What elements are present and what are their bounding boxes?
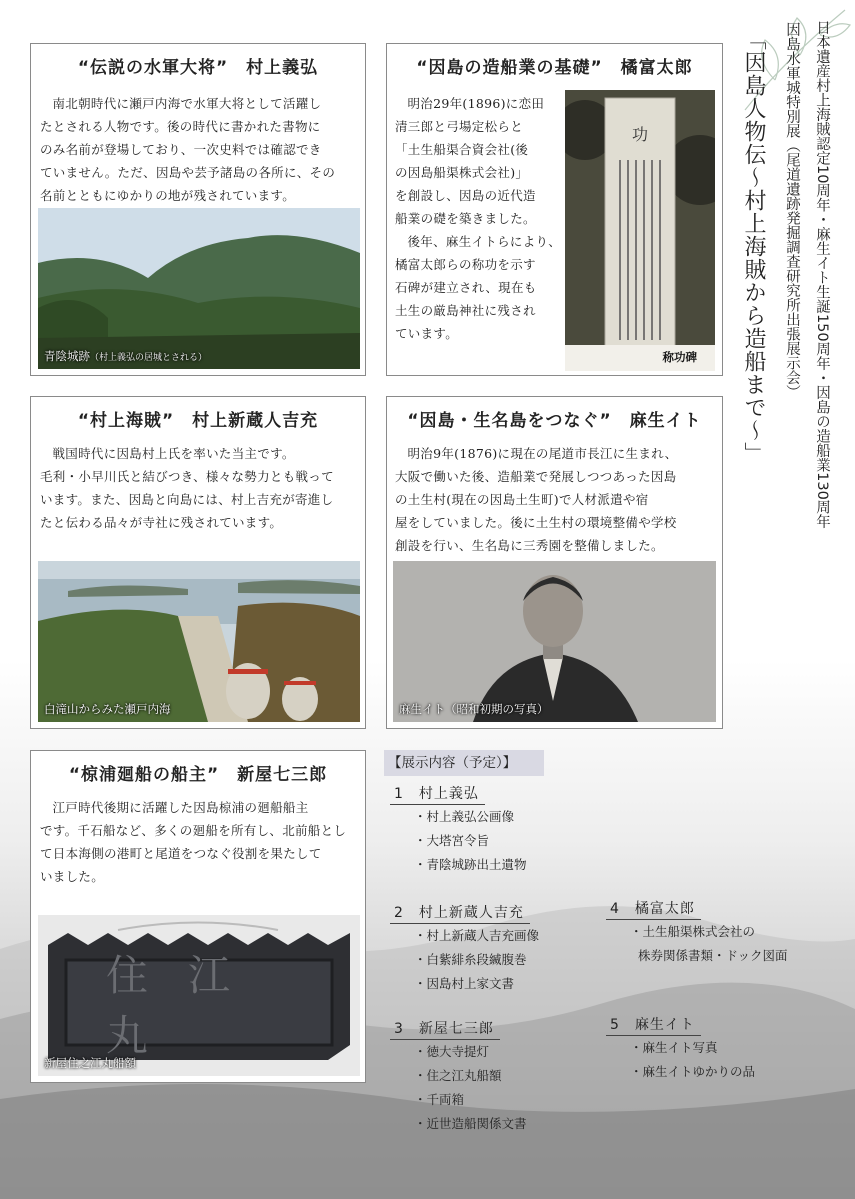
exhibit-item: ・青陰城跡出土遺物 [414,857,527,872]
card-murakami-yoshimitsu [30,396,366,729]
exhibit-item: ・近世造船関係文書 [414,1116,527,1131]
exhibit-item: ・因島村上家文書 [414,976,515,991]
exhibit-item: ・大塔宮令旨 [414,833,490,848]
card-title: “因島・生名島をつなぐ” 麻生イト [407,411,702,431]
photo-portrait [393,561,716,722]
card-title: “因島の造船業の基礎” 橘富太郎 [416,58,693,78]
exhibit-group-1 [390,783,527,877]
exhibit-item: ・村上新蔵人吉充画像 [414,928,540,943]
exhibit-item: ・千両箱 [414,1092,465,1107]
exhibit-group-5 [606,1014,755,1084]
exhibit-group-title: 2 村上新蔵人吉充 [390,902,530,924]
exhibit-item: ・白紫緋糸段縅腹巻 [414,952,527,967]
card-text: 戦国時代に因島村上氏を率いた当主です。 毛利・小早川氏と結びつき、様々な勢力とも戦って います。また、因島と向島には、村上吉充が寄進し たと伝わる品々が寺社に残されています。 [40,446,334,530]
photo-mountains [38,208,360,369]
card-araya-shichisaburo [30,750,366,1083]
exhibit-group-4 [606,898,788,968]
card-tachibana-tomitaro [386,43,723,376]
photo-caption: 新屋住之江丸船額 [44,1056,136,1070]
card-title: “椋浦廻船の船主” 新屋七三郎 [68,765,328,785]
card-text: 明治9年(1876)に現在の尾道市長江に生まれ、 大阪で働いた後、造船業で発展しつつあった因島 の土生村(現在の因島土生町)で人材派遣や宿 屋をしていました。後に土生村の環境整備や学校 創設を行い、生名島に三秀園を整備しました。 [395,446,678,553]
svg-text:功: 功 [631,125,649,144]
photo-monument [565,90,715,371]
card-text: 江戸時代後期に活躍した因島椋浦の廻船船主 です。千石船など、多くの廻船を所有し、北前船とし て日本海側の港町と尾道をつなぐ役割を果たして いました。 [40,800,347,884]
side-subtitle-anniversary: 日本遺産村上海賊認定10周年・麻生イト生誕150周年・因島の造船業130周年 [814,20,830,529]
card-text: 明治29年(1896)に恋田 清三郎と弓場定松らと 「土生船渠合資会社(後 の因島船渠株式会社)」 を創設し、因島の近代造 船業の礎を築きました。 後年、麻生イトらにより、 橘富太郎らの称功を示す 石碑が建立され、現在も 土生の厳島神社に残され ています。 [395,96,562,341]
card-text: 南北朝時代に瀬戸内海で水軍大将として活躍し たとされる人物です。後の時代に書かれた書物に のみ名前が登場しており、一次史料では確認でき ていません。ただ、因島や芸予諸島の各所に、その 名前とともにゆかりの地が残されています。 [40,96,336,203]
exhibit-item: ・村上義弘公画像 [414,809,515,824]
exhibit-group-2 [390,902,539,996]
card-aso-ito [386,396,723,729]
exhibit-item: ・土生船渠株式会社の [630,924,756,939]
exhibit-group-title: 5 麻生イト [606,1014,701,1036]
exhibit-group-title: 4 橘富太郎 [606,898,701,920]
photo-caption: 白滝山からみた瀬戸内海 [44,702,171,716]
card-title: “村上海賊” 村上新蔵人吉充 [77,411,319,431]
exhibit-heading: 【展示内容（予定）】 [384,750,544,776]
photo-caption: 麻生イト（昭和初期の写真） [399,702,549,716]
exhibit-group-3 [390,1018,527,1136]
exhibit-group-title: 1 村上義弘 [390,783,485,805]
exhibit-item: ・麻生イトゆかりの品 [630,1064,756,1079]
card-title: “伝説の水軍大将” 村上義弘 [77,58,319,78]
exhibit-item: ・徳大寺提灯 [414,1044,490,1059]
plaque-text: 住江丸 [106,950,271,1060]
photo-seto-inland-sea [38,561,360,722]
exhibit-item: ・住之江丸船額 [414,1068,502,1083]
photo-caption: 青陰城跡（村上義弘の居城とされる） [44,349,208,363]
photo-caption: 称功碑 [662,350,697,364]
side-subtitle-exhibition: 因島水軍城特別展（尾道遺跡発掘調査研究所出張展示会） [784,22,800,399]
side-main-title: 「因島人物伝～村上海賊から造船まで～」 [741,28,766,465]
exhibit-item: 株券関係書類・ドック図面 [638,948,788,963]
card-murakami-yoshihiro [30,43,366,376]
exhibit-group-title: 3 新屋七三郎 [390,1018,500,1040]
photo-ship-plaque [38,915,360,1076]
exhibit-item: ・麻生イト写真 [630,1040,718,1055]
